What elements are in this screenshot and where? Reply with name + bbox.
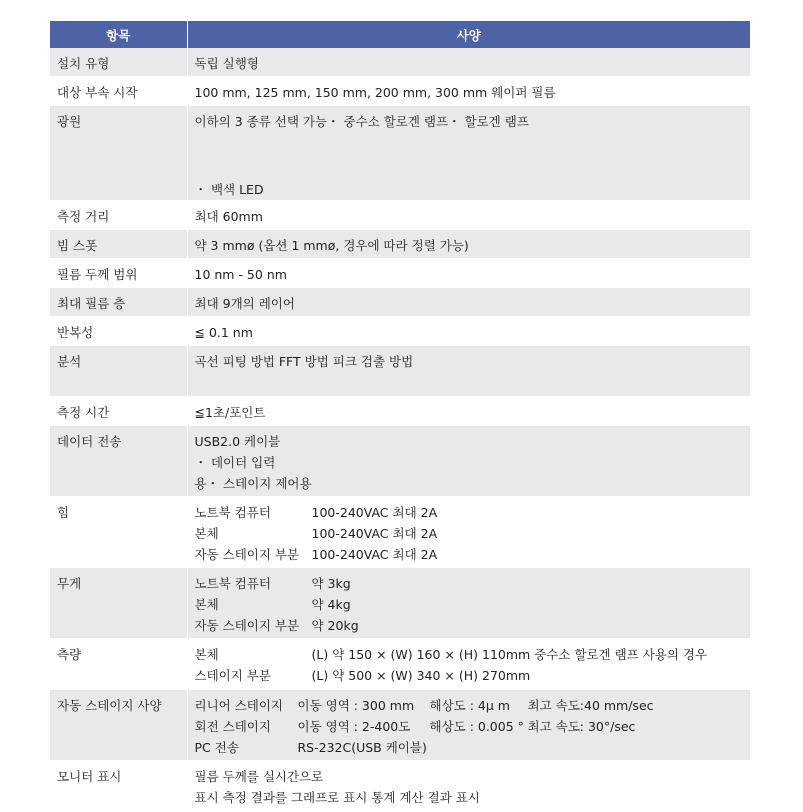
spec-table bbox=[50, 21, 750, 812]
stage-type: 회전 스테이지 bbox=[194, 719, 271, 734]
row-label: 측량 bbox=[50, 639, 187, 690]
table-row bbox=[50, 497, 750, 568]
power-key: 본체 bbox=[194, 526, 219, 541]
dimension-item bbox=[195, 665, 744, 686]
header-spec: 사양 bbox=[187, 21, 750, 48]
weight-value: 약 20kg bbox=[311, 618, 359, 633]
row-label: 빔 스폿 bbox=[50, 230, 187, 259]
value-line: ・ 데이터 입력 bbox=[194, 455, 276, 470]
power-key: 노트북 컴퓨터 bbox=[194, 505, 271, 520]
stage-speed: 최고 속도:40 mm/sec bbox=[527, 698, 654, 713]
weight-key: 노트북 컴퓨터 bbox=[194, 576, 271, 591]
value-line: 100 mm, 125 mm, 150 mm, 200 mm, 300 mm 웨이퍼 필름 bbox=[194, 85, 556, 100]
stage-row bbox=[195, 716, 744, 737]
stage-type: 리니어 스테이지 bbox=[194, 698, 283, 713]
dimension-value: (L) 약 150 × (W) 160 × (H) 110mm 중수소 할로겐 램프 사용의 경우 bbox=[311, 647, 708, 662]
power-key: 자동 스테이지 부분 bbox=[194, 547, 300, 562]
value-line: 필름 두께를 실시간으로 bbox=[194, 769, 324, 784]
header-item: 항목 bbox=[50, 21, 187, 48]
row-label: 필름 두께 범위 bbox=[50, 259, 187, 288]
table-row bbox=[50, 346, 750, 397]
row-value bbox=[187, 201, 750, 230]
weight-value: 약 4kg bbox=[311, 597, 351, 612]
value-line: ・ 백색 LED bbox=[194, 182, 264, 197]
row-label: 무게 bbox=[50, 568, 187, 639]
row-value bbox=[187, 690, 750, 761]
stage-resolution: 해상도 : 4μ m bbox=[429, 698, 510, 713]
row-value bbox=[187, 77, 750, 106]
dimension-value: (L) 약 500 × (W) 340 × (H) 270mm bbox=[311, 668, 531, 683]
table-row bbox=[50, 77, 750, 106]
row-value bbox=[187, 639, 750, 690]
row-value bbox=[187, 288, 750, 317]
value-line: 표시 측정 결과를 그래프로 표시 통계 계산 결과 표시 bbox=[194, 790, 480, 805]
row-value bbox=[187, 106, 750, 201]
value-line: 약 3 mmø (옵션 1 mmø, 경우에 따라 정렬 가능) bbox=[194, 238, 469, 253]
value-line: 10 nm - 50 nm bbox=[194, 267, 287, 282]
row-value bbox=[187, 397, 750, 426]
value-line: ≦1초/포인트 bbox=[194, 405, 266, 420]
stage-row bbox=[195, 695, 744, 716]
stage-resolution: 해상도 : 0.005 ° bbox=[429, 719, 524, 734]
value-line: 이하의 3 종류 선택 가능・ 중수소 할로겐 램프・ 할로겐 램프 bbox=[194, 114, 529, 129]
stage-range: RS-232C(USB 케이블) bbox=[297, 740, 427, 755]
weight-key: 자동 스테이지 부분 bbox=[194, 618, 300, 633]
row-value bbox=[187, 761, 750, 812]
row-label: 광원 bbox=[50, 106, 187, 201]
weight-item bbox=[195, 573, 744, 594]
power-item bbox=[195, 502, 744, 523]
weight-value: 약 3kg bbox=[311, 576, 351, 591]
row-value bbox=[187, 317, 750, 346]
value-line: 최대 60mm bbox=[194, 209, 263, 224]
table-row bbox=[50, 317, 750, 346]
stage-speed: 최고 속도: 30°/sec bbox=[527, 719, 636, 734]
power-value: 100-240VAC 최대 2A bbox=[311, 505, 438, 520]
row-label: 최대 필름 층 bbox=[50, 288, 187, 317]
table-row bbox=[50, 426, 750, 497]
weight-key: 본체 bbox=[194, 597, 219, 612]
row-label: 모니터 표시 bbox=[50, 761, 187, 812]
dimension-item bbox=[195, 644, 744, 665]
value-line: USB2.0 케이블 bbox=[194, 434, 281, 449]
stage-range: 이동 영역 : 2-400도 bbox=[297, 719, 411, 734]
power-item bbox=[195, 523, 744, 544]
row-value bbox=[187, 426, 750, 497]
row-value bbox=[187, 259, 750, 288]
row-label: 힘 bbox=[50, 497, 187, 568]
row-label: 자동 스테이지 사양 bbox=[50, 690, 187, 761]
row-value bbox=[187, 230, 750, 259]
row-label: 대상 부속 시작 bbox=[50, 77, 187, 106]
power-item bbox=[195, 544, 744, 565]
row-label: 측정 시간 bbox=[50, 397, 187, 426]
stage-type: PC 전송 bbox=[194, 740, 239, 755]
value-line: 최대 9개의 레이어 bbox=[194, 296, 295, 311]
row-label: 측정 거리 bbox=[50, 201, 187, 230]
stage-range: 이동 영역 : 300 mm bbox=[297, 698, 415, 713]
table-row bbox=[50, 48, 750, 77]
value-line: 용・ 스테이지 제어용 bbox=[194, 476, 312, 491]
table-row bbox=[50, 761, 750, 812]
weight-item bbox=[195, 594, 744, 615]
row-label: 설치 유형 bbox=[50, 48, 187, 77]
table-row bbox=[50, 568, 750, 639]
row-value bbox=[187, 48, 750, 77]
table-row bbox=[50, 201, 750, 230]
row-value bbox=[187, 346, 750, 397]
table-row bbox=[50, 690, 750, 761]
power-value: 100-240VAC 최대 2A bbox=[311, 526, 438, 541]
power-value: 100-240VAC 최대 2A bbox=[311, 547, 438, 562]
weight-item bbox=[195, 615, 744, 636]
row-value bbox=[187, 497, 750, 568]
dimension-key: 본체 bbox=[194, 647, 219, 662]
table-row bbox=[50, 106, 750, 201]
table-header-row bbox=[50, 21, 750, 48]
value-line-blank bbox=[195, 132, 744, 179]
table-row bbox=[50, 397, 750, 426]
stage-row bbox=[195, 737, 744, 758]
value-line: 곡선 피팅 방법 FFT 방법 피크 검출 방법 bbox=[194, 354, 414, 369]
table-row bbox=[50, 259, 750, 288]
row-value bbox=[187, 568, 750, 639]
value-line: ≦ 0.1 nm bbox=[194, 325, 253, 340]
row-label: 분석 bbox=[50, 346, 187, 397]
row-label: 반복성 bbox=[50, 317, 187, 346]
row-label: 데이터 전송 bbox=[50, 426, 187, 497]
value-line: 독립 실행형 bbox=[194, 56, 259, 71]
table-row bbox=[50, 639, 750, 690]
table-row bbox=[50, 230, 750, 259]
dimension-key: 스테이지 부분 bbox=[194, 668, 271, 683]
table-row bbox=[50, 288, 750, 317]
